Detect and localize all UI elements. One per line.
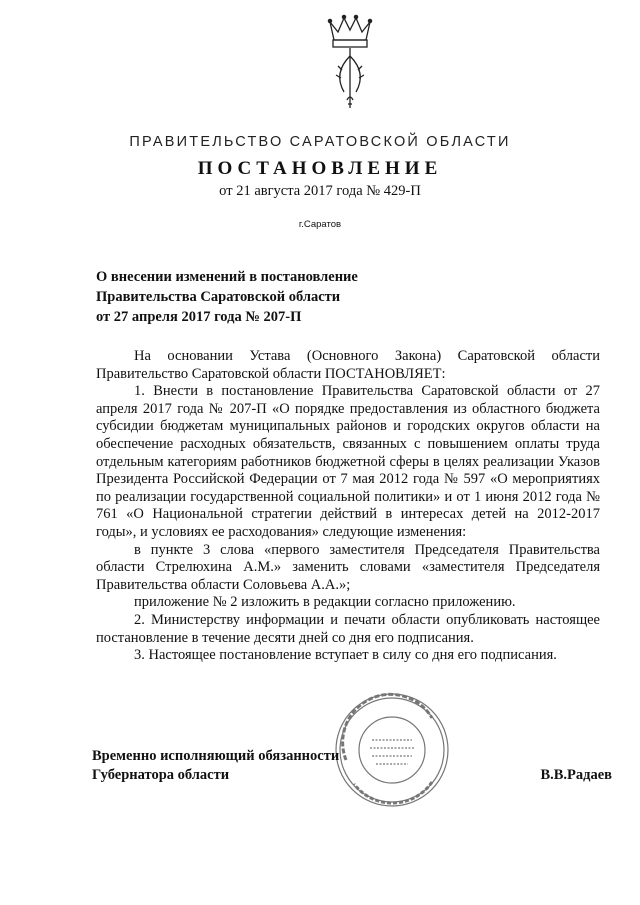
- body-paragraph: приложение № 2 изложить в редакции согласно приложению.: [134, 594, 516, 611]
- body-paragraph: 2. Министерству информации и печати области опубликовать настоящее постановление в течение десяти дней со дня его подписания.: [96, 611, 600, 646]
- government-title: ПРАВИТЕЛЬСТВО САРАТОВСКОЙ ОБЛАСТИ: [129, 134, 511, 150]
- subject-line: О внесении изменений в постановление: [96, 269, 358, 285]
- body-paragraph: в пункте 3 слова «первого заместителя Председателя Правительства области Стрелюхина А.М.» заменить словами «заместителя Председателя Правительства области Соловьева А.А.»;: [96, 541, 600, 593]
- body-paragraph: 3. Настоящее постановление вступает в силу со дня его подписания.: [134, 647, 557, 664]
- coat-of-arms-emblem: [318, 8, 382, 118]
- document-date-number: от 21 августа 2017 года № 429-П: [219, 183, 421, 199]
- crown-icon: [330, 18, 370, 40]
- document-city: г.Саратов: [298, 219, 342, 230]
- signature-block: [92, 747, 612, 785]
- body-paragraph: На основании Устава (Основного Закона) Саратовской области Правительство Саратовской области ПОСТАНОВЛЯЕТ:: [96, 348, 600, 382]
- signatory-position: Временно исполняющий обязанности: [92, 748, 340, 764]
- subject-line: Правительства Саратовской области: [96, 289, 341, 305]
- signatory-position: Губернатора области: [92, 767, 230, 783]
- signatory-name: В.В.Радаев: [540, 767, 612, 783]
- subject-line: от 27 апреля 2017 года № 207-П: [96, 309, 302, 325]
- body-paragraph: 1. Внести в постановление Правительства Саратовской области от 27 апреля 2017 года № 207-П «О порядке предоставления из областного бюджета субсидии бюджетам муниципальных районов и городских округов области на обеспечение расходных обязательств, связанных с повышением оплаты труда отдельным категориям работников бюджетной сферы в целях реализации Указов Президента Российской Федерации от 7 мая 2012 года № 597 «О мероприятиях по реализации государственной социальной политики» и от 1 июня 2012 года № 761 «О Национальной стратегии действий в интересах детей на 2012-2017 годы», и условиях ее расходования» следующие изменения:: [96, 383, 600, 540]
- document-type: ПОСТАНОВЛЕНИЕ: [197, 158, 443, 179]
- document-subject: [96, 267, 496, 327]
- document-body: [96, 348, 600, 665]
